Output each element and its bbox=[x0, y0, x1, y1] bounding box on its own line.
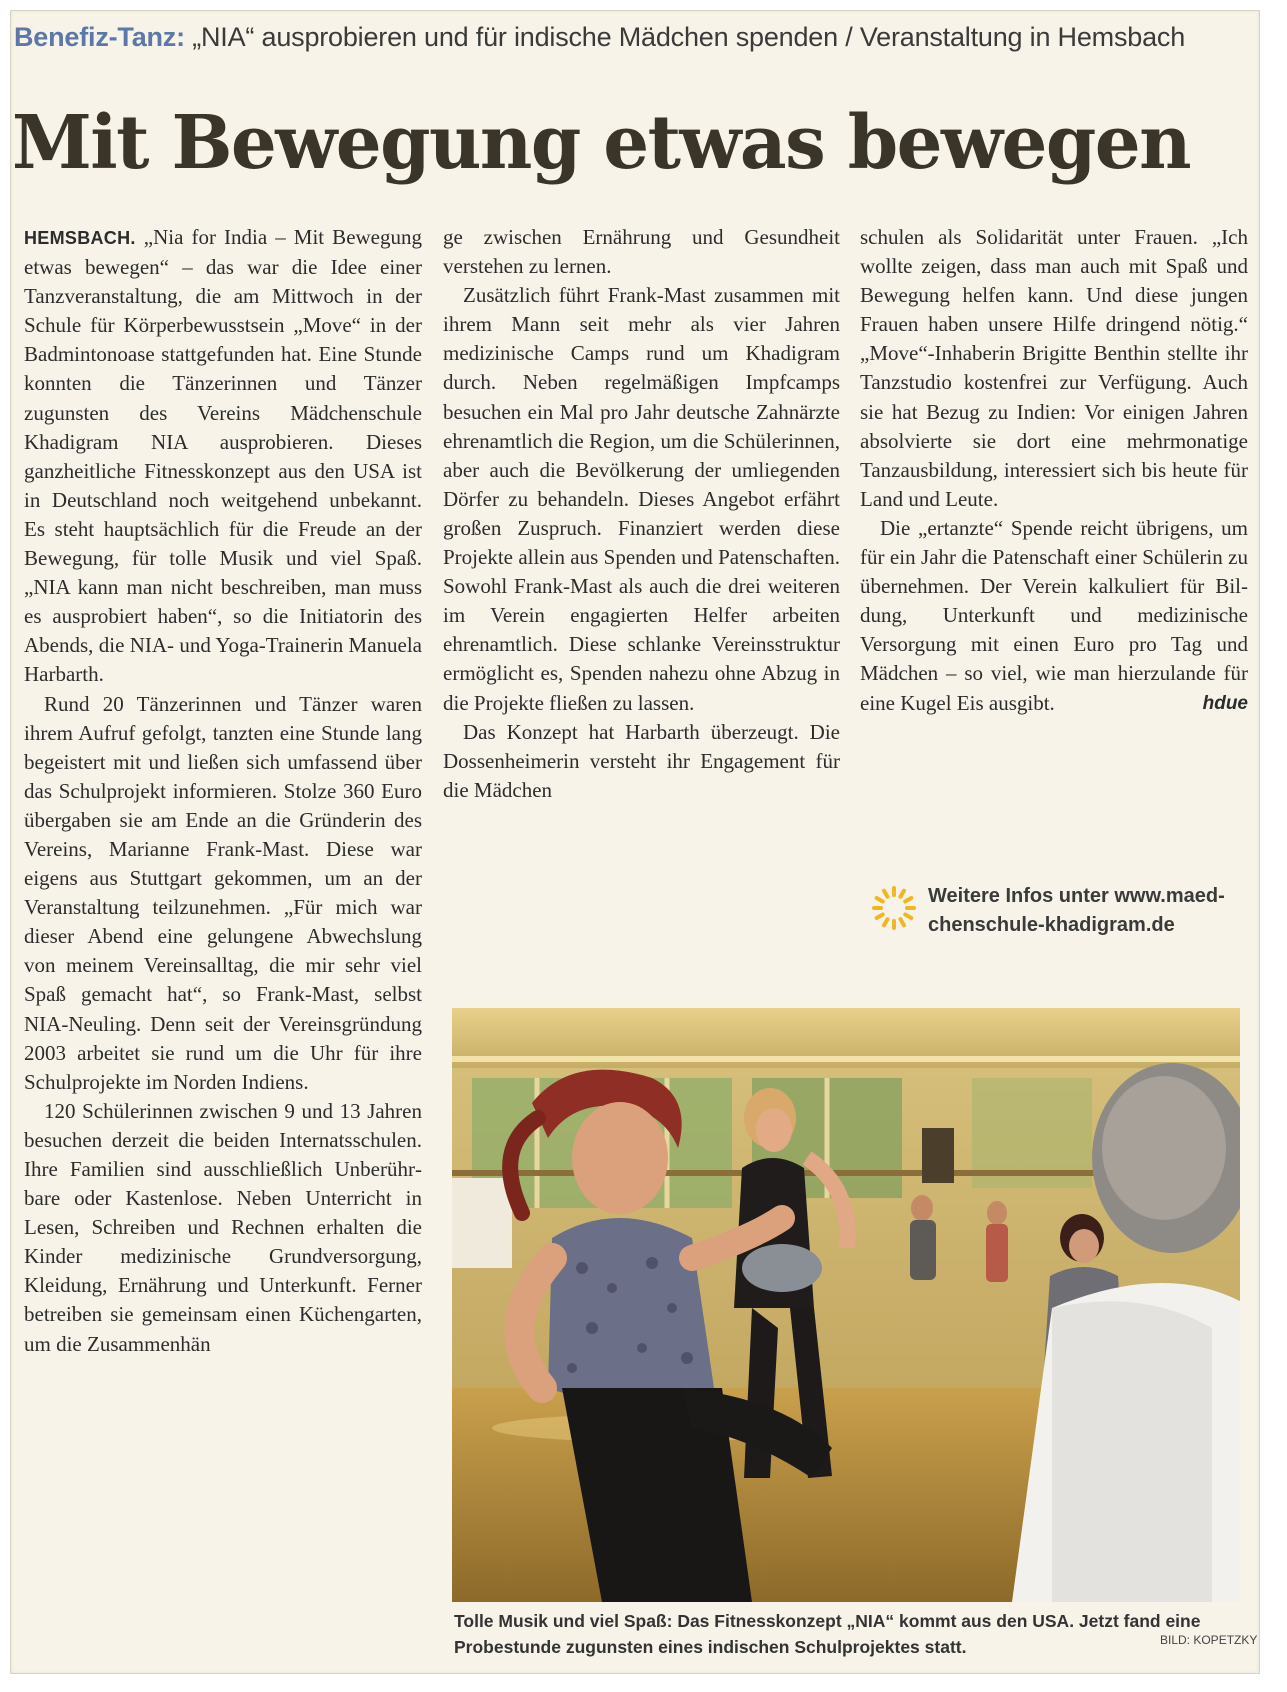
paragraph-4: ge zwischen Ernährung und Gesundheit verstehen zu lernen. bbox=[443, 225, 840, 279]
dateline: HEMSBACH. bbox=[24, 228, 136, 248]
dance-photo-illustration bbox=[452, 1008, 1240, 1602]
paragraph-1-text: „Nia for India – Mit Bewegung etwas bewegen“ – das war die Idee einer Tanzveranstaltung, die am Mittwoch in der Schule für Körperbewusstsein „Move“ in der Badmintonoase stattgefunden hat. Eine Stunde konnten die Tänzerinnen und Tänzer zugunsten des Vereins Mädchenschule Khadigram NIA ausprobieren. Dieses ganzheitliche Fitnesskonzept aus den USA ist in Deutschland noch weitgehend unbekannt. Es steht hauptsächlich für die Freude an der Bewegung, für tolle Musik und viel Spaß. „NIA kann man nicht beschreiben, man muss es ausprobiert haben“, so die Initiatorin des Abends, die NIA- und Yoga-Trainerin Manuela Harbarth. bbox=[24, 225, 422, 687]
info-box bbox=[872, 882, 1252, 940]
paragraph-5: Zusätzlich führt Frank-Mast zusammen mit ihrem Mann seit mehr als vier Jahren medizinische Camps rund um Khadigram durch. Neben regelmäßigen Impfcamps besuchen ein Mal pro Jahr deutsche Zahnärzte ehrenamtlich die Region, um die Schülerinnen, aber auch die Bevölkerung der umliegenden Dörfer zu behandeln. Dieses Angebot erfährt großen Zuspruch. Finanziert werden diese Projekte allein aus Spenden und Patenschaften. Sowohl Frank-Mast als auch die drei weiteren im Verein engagierten Helfer arbeiten ehrenamtlich. Diese schlanke Vereinsstruktur ermöglicht es, Spenden nahezu ohne Abzug in die Projekte fließen zu lassen. bbox=[443, 283, 840, 715]
article-column-1 bbox=[24, 223, 422, 1359]
photo-caption: Tolle Musik und viel Spaß: Das Fitnesskonzept „NIA“ kommt aus den USA. Jetzt fand eine Probestunde zugunsten eines indischen Schulprojektes statt. bbox=[454, 1611, 1201, 1657]
kicker-text: „NIA“ ausprobieren und für indische Mädchen spenden / Veranstaltung in Hemsbach bbox=[192, 22, 1186, 52]
kicker-label: Benefiz-Tanz: bbox=[14, 22, 185, 52]
paragraph-3: 120 Schülerinnen zwischen 9 und 13 Jahren besuchen derzeit die beiden Internatsschulen. Ihre Familien sind ausschließlich Unberührbare oder Kastenlose. Neben Unterricht in Lesen, Schreiben und Rechnen erhalten die Kinder medizinische Grundversorgung, Kleidung, Ernährung und Unterkunft. Ferner betreiben sie gemeinsam einen Küchengarten, um die Zusammenhän bbox=[24, 1098, 422, 1356]
paragraph-1 bbox=[24, 223, 422, 690]
headline: Mit Bewegung etwas bewegen bbox=[12, 100, 1190, 186]
info-text: Weitere Infos unter www.maedchenschule-khadigram.de bbox=[928, 885, 1225, 936]
author-initials: hdue bbox=[1202, 692, 1248, 714]
dance-photo bbox=[452, 1008, 1240, 1602]
article-column-2 bbox=[443, 223, 840, 805]
sun-icon bbox=[872, 886, 916, 930]
paragraph-6: Das Konzept hat Harbarth überzeugt. Die Dossenheimerin versteht ihr Engagement für die Mädchen bbox=[443, 719, 840, 802]
kicker-line bbox=[14, 22, 1185, 53]
paragraph-7: schulen als Solidarität unter Frauen. „Ich wollte zeigen, dass man auch mit Spaß und Bewegung helfen kann. Und diese jungen Frauen haben unsere Hilfe dringend nötig.“ „Move“-Inhaberin Brigitte Benthin stellte ihr Tanzstudio kostenfrei zur Verfügung. Auch sie hat Bezug zu Indien: Vor einigen Jahren absolvierte sie dort eine mehrmonatige Tanzausbildung, interessiert sich bis heute für Land und Leute. bbox=[860, 225, 1248, 511]
photo-credit: BILD: KOPETZKY bbox=[1160, 1633, 1258, 1647]
paragraph-2: Rund 20 Tänzerinnen und Tänzer waren ihrem Aufruf gefolgt, tanzten eine Stunde lang begeistert mit und ließen sich umfassend über das Schulprojekt informieren. Stolze 360 Euro übergaben sie am Ende an die Gründerin des Vereins, Marianne Frank-Mast. Diese war eigens aus Stuttgart gekommen, um an der Veranstaltung teilzunehmen. „Für mich war dieser Abend eine gelungene Abwechslung von meinem Vereinsalltag, die mir sehr viel Spaß gemacht hat“, so Frank-Mast, selbst NIA-Neuling. Denn seit der Vereinsgründung 2003 arbeitet sie rund um die Uhr für ihre Schulprojekte im Norden Indiens. bbox=[24, 691, 422, 1094]
paragraph-8: Die „ertanzte“ Spende reicht übrigens, um für ein Jahr die Patenschaft einer Schülerin zu übernehmen. Der Verein kalkuliert für Bildung, Unterkunft und medizinische Versorgung mit einen Euro pro Tag und Mädchen – so viel, wie man hierzulande für eine Kugel Eis ausgibt. bbox=[860, 515, 1248, 715]
article-column-3 bbox=[860, 223, 1248, 718]
